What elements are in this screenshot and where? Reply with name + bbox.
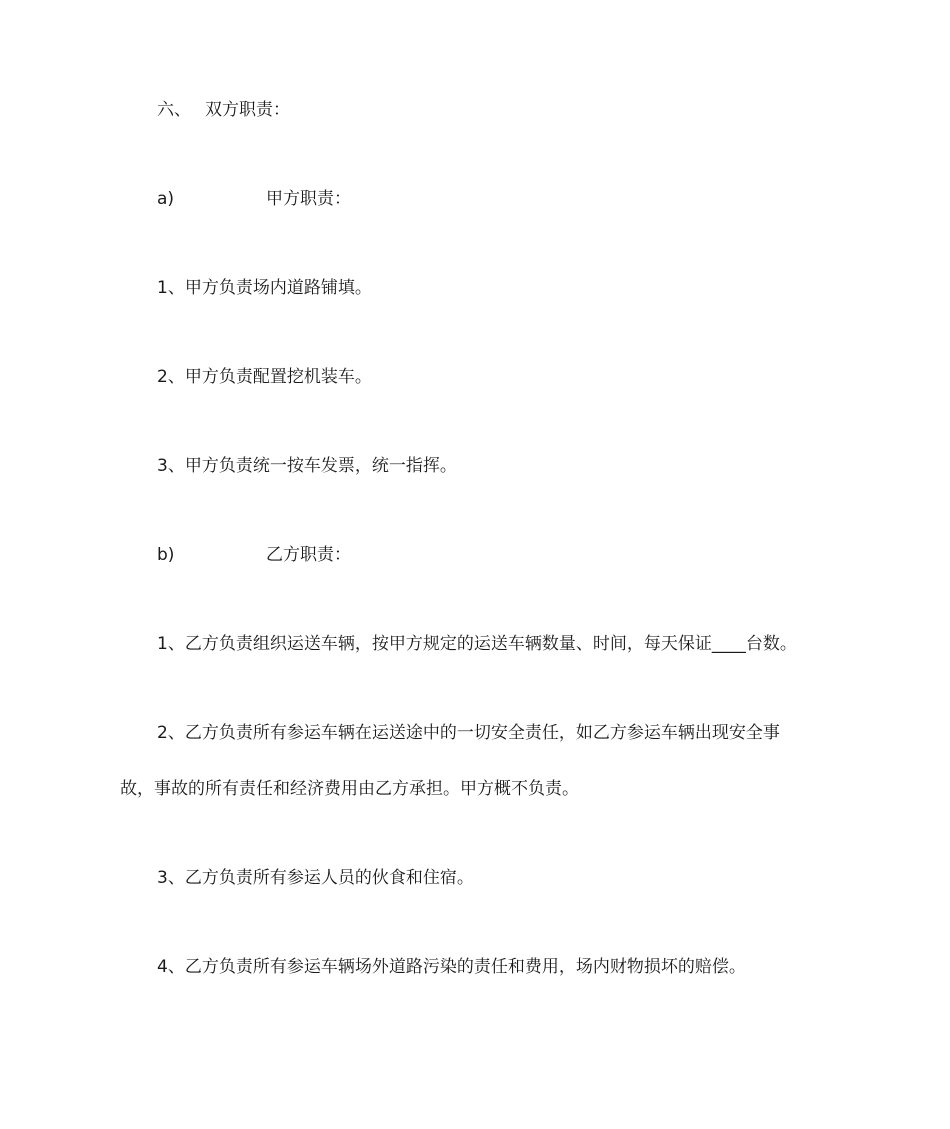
party-b-item-2-line-2: 故，事故的所有责任和经济费用由乙方承担。甲方概不负责。 bbox=[120, 779, 579, 799]
party-b-item-4: 4、乙方负责所有参运车辆场外道路污染的责任和费用，场内财物损坏的赔偿。 bbox=[157, 957, 746, 977]
section-number: 六、 bbox=[157, 100, 191, 120]
party-a-item-3: 3、甲方负责统一按车发票，统一指挥。 bbox=[157, 456, 457, 476]
party-b-item-1: 1、乙方负责组织运送车辆，按甲方规定的运送车辆数量、时间，每天保证____台数。 bbox=[157, 634, 797, 654]
party-b-marker: b) bbox=[157, 545, 175, 565]
section-title: 双方职责： bbox=[205, 100, 290, 120]
party-b-item-3: 3、乙方负责所有参运人员的伙食和住宿。 bbox=[157, 868, 474, 888]
party-a-heading: 甲方职责： bbox=[266, 189, 351, 209]
party-a-item-2: 2、甲方负责配置挖机装车。 bbox=[157, 367, 372, 387]
party-b-heading: 乙方职责： bbox=[266, 545, 351, 565]
party-b-item-2-line-1: 2、乙方负责所有参运车辆在运送途中的一切安全责任，如乙方参运车辆出现安全事 bbox=[157, 723, 780, 743]
party-a-item-1: 1、甲方负责场内道路铺填。 bbox=[157, 278, 372, 298]
party-a-marker: a) bbox=[157, 189, 175, 209]
